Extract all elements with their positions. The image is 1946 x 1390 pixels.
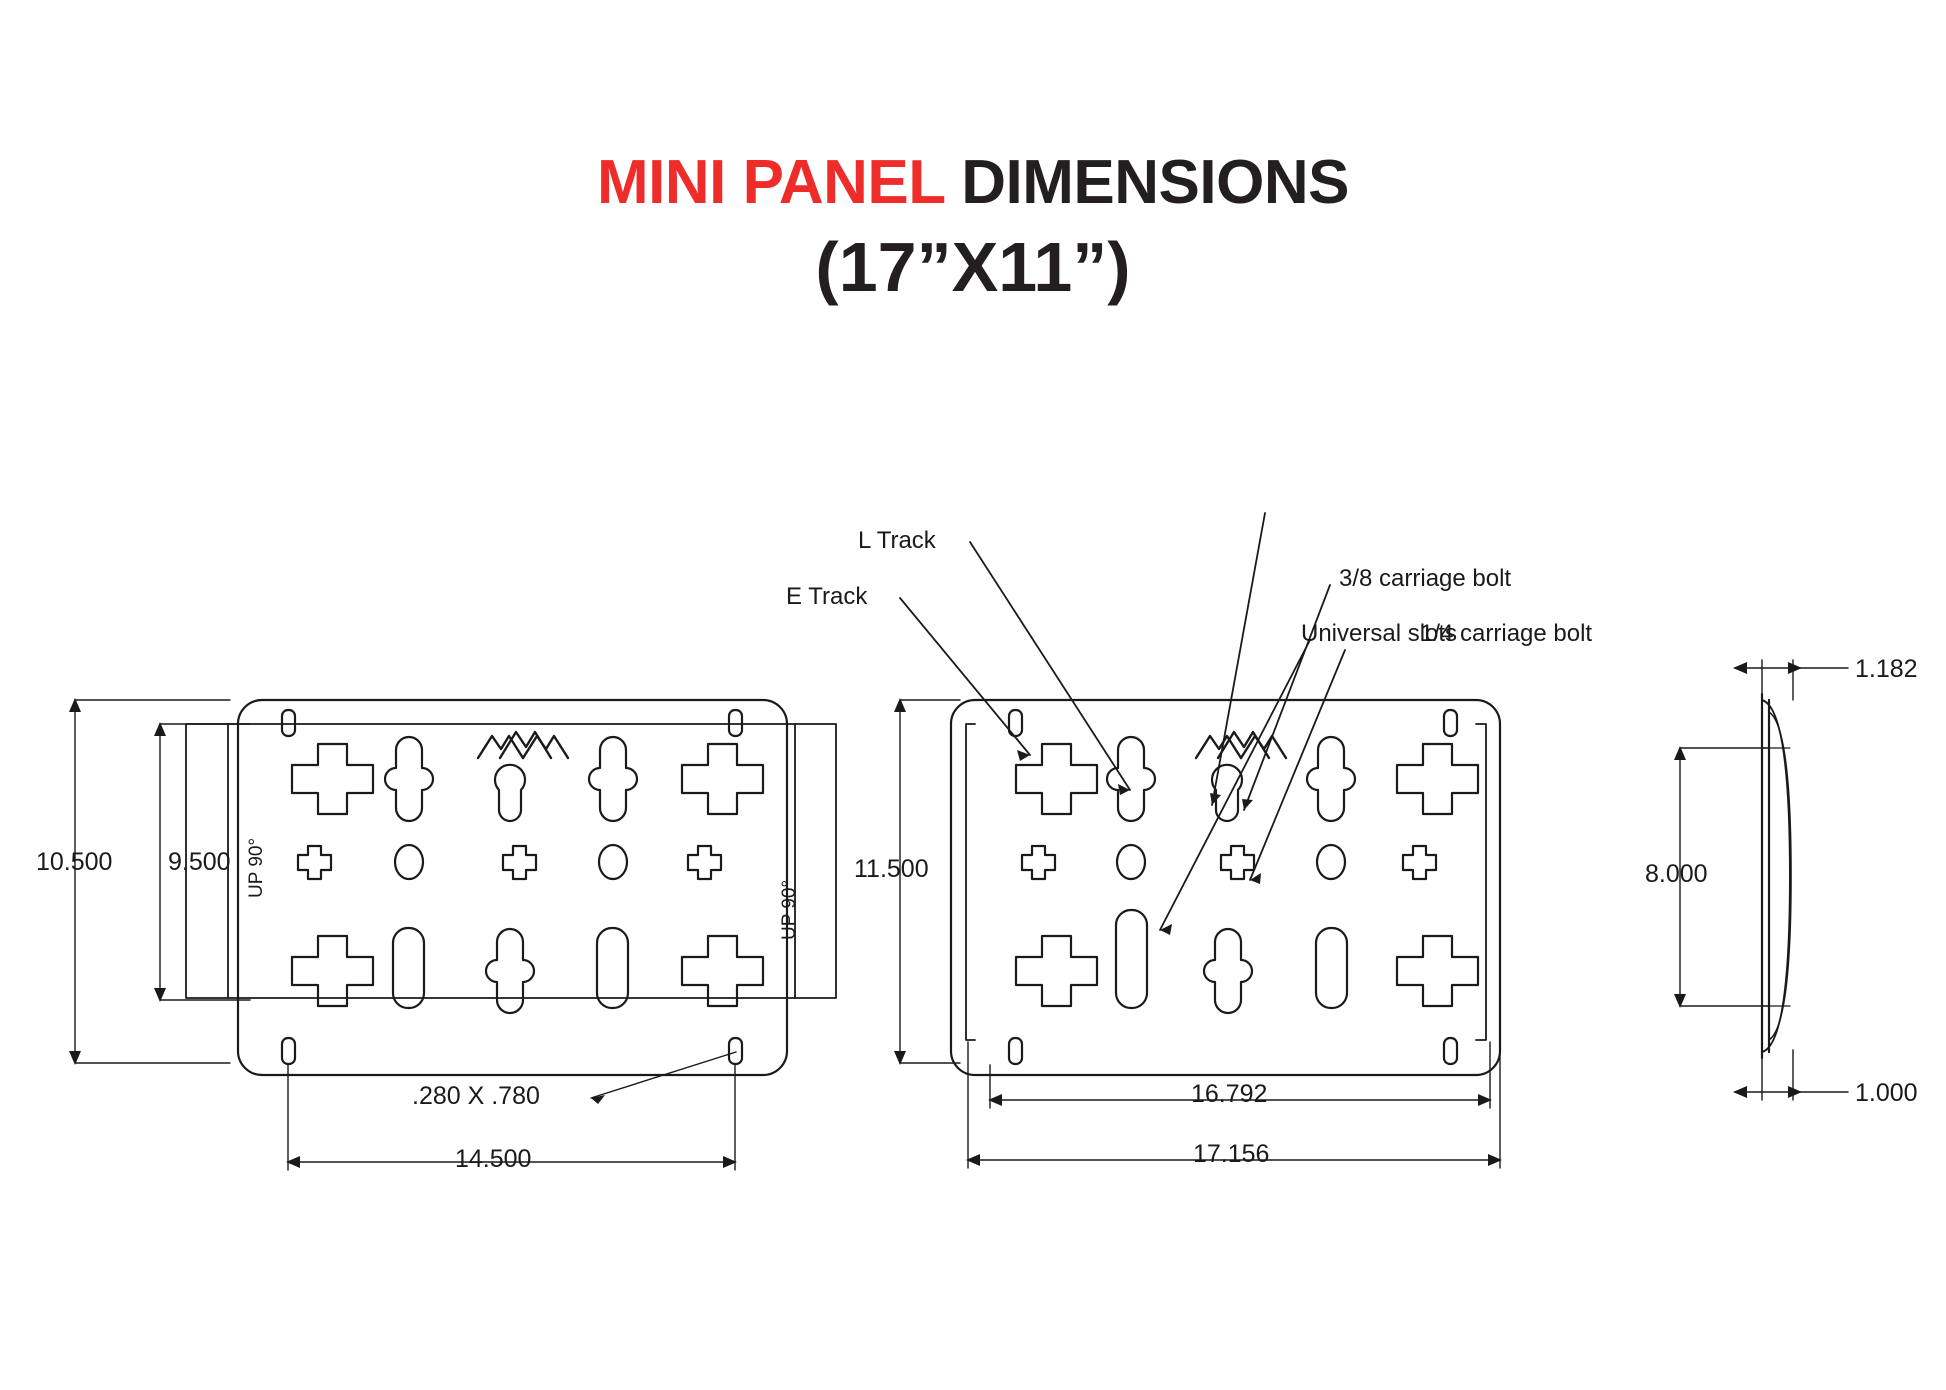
callout-l-track: L Track [858, 527, 936, 554]
dim-back-width-inner: 16.792 [1191, 1080, 1268, 1108]
title-subtitle: (17”X11”) [815, 228, 1131, 307]
dim-front-height-outer: 10.500 [36, 848, 113, 876]
dim-side-top-depth: 1.182 [1855, 655, 1918, 683]
dim-front-height-inner: 9.500 [168, 848, 231, 876]
callout-universal-slots: Universal slots [1301, 620, 1458, 647]
dim-side-bottom-depth: 1.000 [1855, 1079, 1918, 1107]
dim-back-height: 11.500 [854, 855, 929, 883]
back-view-panel [894, 513, 1502, 1168]
dim-front-slot-note: .280 X .780 [412, 1082, 540, 1110]
dim-back-width-outer: 17.156 [1193, 1140, 1270, 1168]
front-left-edge-label: UP 90° [246, 837, 267, 898]
callout-e-track: E Track [786, 583, 868, 610]
dim-side-height: 8.000 [1645, 860, 1708, 888]
title-rest: DIMENSIONS [944, 148, 1349, 217]
title-highlight: MINI PANEL [597, 148, 945, 217]
dim-front-width: 14.500 [455, 1145, 532, 1173]
callout-14-carriage-bolt: 1/4 carriage bolt [1420, 620, 1593, 647]
front-right-edge-label: UP 90° [779, 879, 800, 940]
callout-38-carriage-bolt: 3/8 carriage bolt [1339, 565, 1512, 592]
